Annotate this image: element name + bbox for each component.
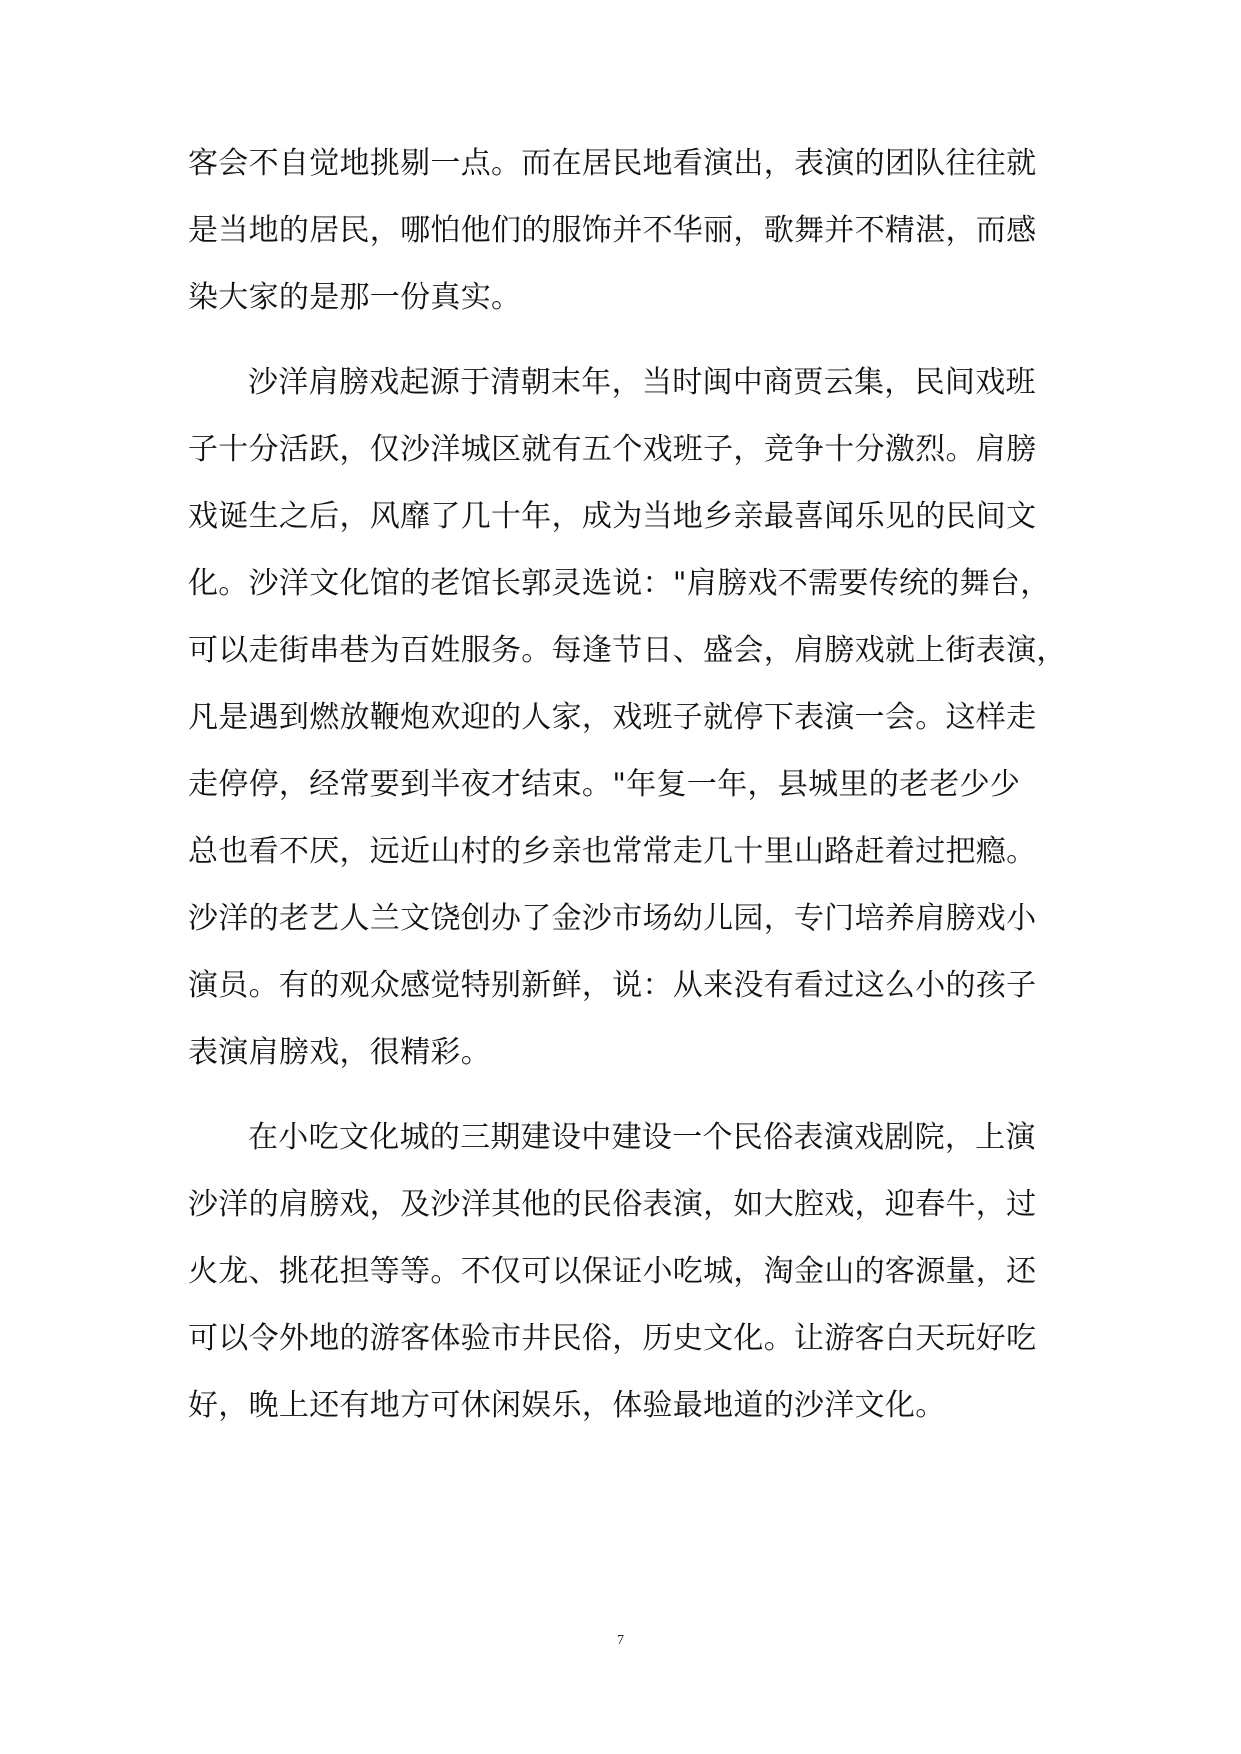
paragraph-3-line-2: 沙洋的肩膀戏，及沙洋其他的民俗表演，如大腔戏，迎春牛，过 [188,1187,1037,1222]
paragraph-3-line-3: 火龙、挑花担等等。不仅可以保证小吃城，淘金山的客源量，还 [188,1254,1037,1289]
paragraph-gap [188,1086,1068,1104]
paragraph-2-line-6: 凡是遇到燃放鞭炮欢迎的人家，戏班子就停下表演一会。这样走 [188,700,1037,735]
paragraph-2-line-1: 沙洋肩膀戏起源于清朝末年，当时闽中商贾云集，民间戏班 [248,365,1036,400]
paragraph-2-line-5: 可以走街串巷为百姓服务。每逢节日、盛会，肩膀戏就上街表演， [188,633,1067,668]
paragraph-1-line-3: 染大家的是那一份真实。 [188,280,522,315]
paragraph-2-line-2: 子十分活跃，仅沙洋城区就有五个戏班子，竞争十分激烈。肩膀 [188,432,1037,467]
paragraph-2-line-4: 化。沙洋文化馆的老馆长郭灵选说："肩膀戏不需要传统的舞台， [188,566,1051,601]
paragraph-gap [188,331,1068,349]
paragraph-2-line-11: 表演肩膀戏，很精彩。 [188,1035,491,1070]
paragraph-2-line-8: 总也看不厌，远近山村的乡亲也常常走几十里山路赶着过把瘾。 [188,834,1037,869]
paragraph-2-line-10: 演员。有的观众感觉特别新鲜，说：从来没有看过这么小的孩子 [188,968,1037,1003]
page-number: 7 [617,1633,624,1648]
paragraph-1-line-2: 是当地的居民，哪怕他们的服饰并不华丽，歌舞并不精湛，而感 [188,213,1037,248]
document-body [188,130,1068,1439]
paragraph-1-line-1: 客会不自觉地挑剔一点。而在居民地看演出，表演的团队往往就 [188,146,1037,181]
paragraph-2-line-9: 沙洋的老艺人兰文饶创办了金沙市场幼儿园，专门培养肩膀戏小 [188,901,1037,936]
paragraph-3-line-5: 好，晚上还有地方可休闲娱乐，体验最地道的沙洋文化。 [188,1388,946,1423]
paragraph-3-line-4: 可以令外地的游客体验市井民俗，历史文化。让游客白天玩好吃 [188,1321,1037,1356]
paragraph-2-line-3: 戏诞生之后，风靡了几十年，成为当地乡亲最喜闻乐见的民间文 [188,499,1037,534]
paragraph-2-line-7: 走停停，经常要到半夜才结束。"年复一年，县城里的老老少少 [188,767,1021,802]
paragraph-3-line-1: 在小吃文化城的三期建设中建设一个民俗表演戏剧院，上演 [248,1120,1036,1155]
